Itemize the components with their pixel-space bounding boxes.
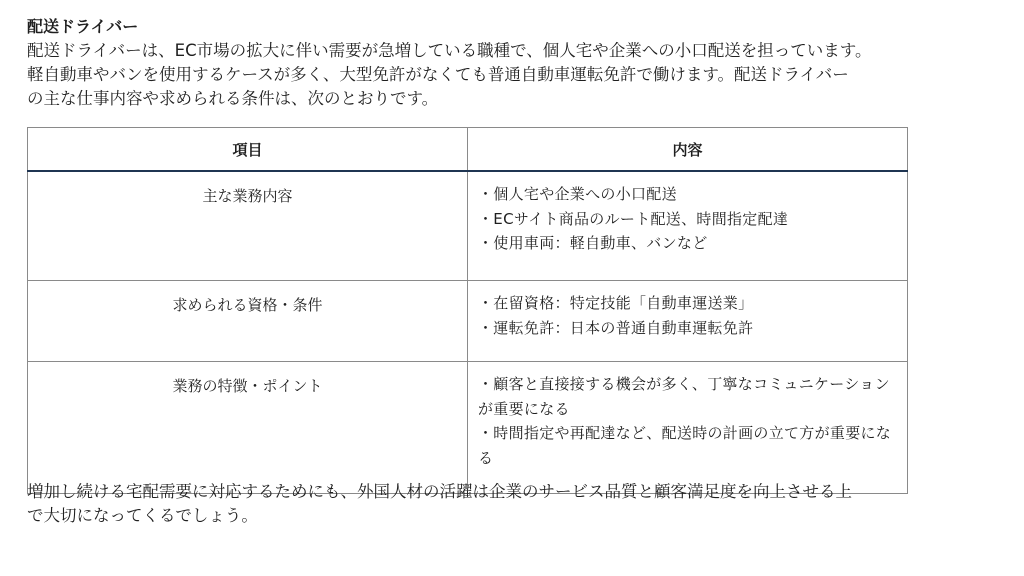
row-content-cell: [468, 171, 908, 281]
content-bullet: ・時間指定や再配達など、配送時の計画の立て方が重要になる: [478, 424, 892, 467]
table-row: [28, 281, 908, 362]
section-heading: 配送ドライバー: [27, 17, 139, 36]
row-content-cell: [468, 362, 908, 494]
header-item: 項目: [28, 128, 468, 172]
table-header-row: [28, 128, 908, 172]
content-bullet: ・在留資格：特定技能「自動車運送業」: [478, 294, 754, 312]
row-content-cell: [468, 281, 908, 362]
content-bullet: ・顧客と直接接する機会が多く、丁寧なコミュニケーションが重要になる: [478, 375, 890, 418]
row-item-cell: 求められる資格・条件: [28, 281, 468, 362]
table-row: [28, 171, 908, 281]
outro-line: 増加し続ける宅配需要に対応するためにも、外国人材の活躍は企業のサービス品質と顧客満足度を向上させる上: [27, 482, 852, 501]
intro-paragraph: [27, 39, 1012, 111]
table-row: [28, 362, 908, 494]
job-info-table: [27, 127, 908, 494]
content-bullet: ・個人宅や企業への小口配送: [478, 185, 677, 203]
intro-line: 配送ドライバーは、EC市場の拡大に伴い需要が急増している職種で、個人宅や企業への小口配送を担っています。: [27, 41, 872, 60]
header-content: 内容: [468, 128, 908, 172]
content-bullet: ・ECサイト商品のルート配送、時間指定配達: [478, 209, 789, 228]
content-bullet: ・使用車両：軽自動車、バンなど: [478, 234, 708, 252]
intro-line: 軽自動車やバンを使用するケースが多く、大型免許がなくても普通自動車運転免許で働けます。配送ドライバー: [27, 65, 849, 84]
intro-line: の主な仕事内容や求められる条件は、次のとおりです。: [27, 89, 439, 108]
row-item-cell: 主な業務内容: [28, 171, 468, 281]
closing-paragraph: [27, 480, 1012, 528]
row-item-cell: 業務の特徴・ポイント: [28, 362, 468, 494]
outro-line: で大切になってくるでしょう。: [27, 506, 258, 525]
content-bullet: ・運転免許：日本の普通自動車運転免許: [478, 318, 754, 337]
